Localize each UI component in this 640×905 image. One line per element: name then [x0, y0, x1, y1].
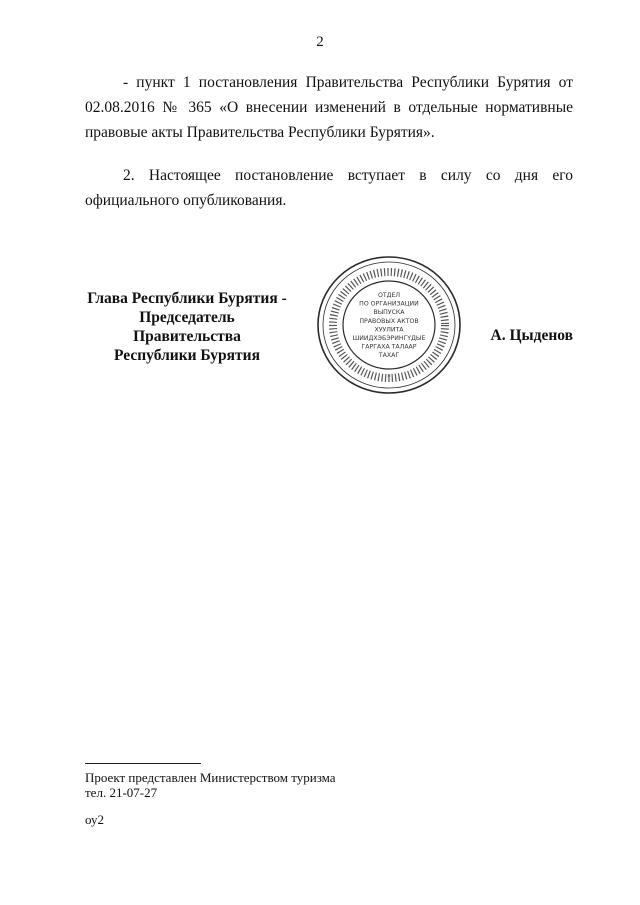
official-seal	[316, 255, 462, 395]
svg-text:*: *	[387, 373, 391, 381]
footnote-rule	[85, 763, 201, 764]
seal-text-line: ПО ОРГАНИЗАЦИИ	[359, 300, 419, 308]
seal-text-line: ШИИДХЭБЭРИНГҮДЫЕ	[352, 335, 426, 342]
seal-text-line: ХУУЛИТА	[374, 326, 404, 334]
document-code: оу2	[85, 812, 105, 827]
seal-text-line: ГАРГАХА ТАЛААР	[361, 343, 417, 351]
footnote	[85, 770, 336, 800]
signer-name: А. Цыденов	[490, 327, 573, 344]
signatory-title-line-2: Председатель Правительства	[133, 309, 241, 345]
page-number: 2	[316, 34, 324, 50]
seal-text-line: ТАХАГ	[378, 352, 400, 360]
seal-text-line: ОТДЕЛ	[377, 292, 401, 299]
footnote-phone: тел. 21-07-27	[85, 785, 158, 800]
seal-text-line: ВЫПУСКА	[373, 309, 405, 317]
body-paragraph-1: - пункт 1 постановления Правительства Республики Бурятия от 02.08.2016 № 365 «О внесении изменений в отдельные нормативные правовые акты Правительства Республики Бурятия».	[85, 74, 573, 141]
signatory-title-line-3: Республики Бурятия	[114, 347, 260, 364]
body-paragraph-2: 2. Настоящее постановление вступает в силу со дня его официального опубликования.	[85, 167, 573, 209]
footnote-project-note: Проект представлен Министерством туризма	[85, 770, 336, 785]
seal-text-line: ПРАВОВЫХ АКТОВ	[359, 317, 419, 325]
signatory-title	[85, 289, 289, 365]
signatory-title-line-1: Глава Республики Бурятия -	[87, 290, 287, 307]
